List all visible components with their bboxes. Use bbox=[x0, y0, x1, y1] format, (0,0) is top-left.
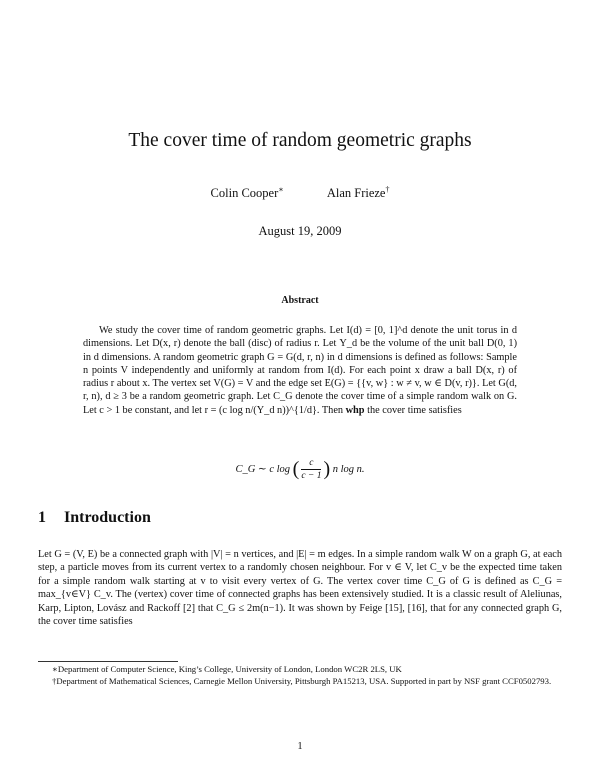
abstract-heading: Abstract bbox=[281, 295, 319, 306]
footnote-rule bbox=[38, 661, 178, 662]
footnote: ∗Department of Computer Science, King’s College, University of London, London WC2R 2LS, UK bbox=[52, 664, 402, 674]
abstract-body bbox=[83, 324, 517, 417]
paper-date: August 19, 2009 bbox=[258, 224, 342, 238]
footnote: †Department of Mathematical Sciences, Carnegie Mellon University, Pittsburgh PA15213, USA. Supported in part by NSF grant CCF0502793. bbox=[52, 675, 552, 686]
equation-fraction: $\frac{c}{c - 1}$ bbox=[301, 458, 322, 481]
intro-paragraph: Let G = (V, E) be a connected graph with |V| = n vertices, and |E| = m edges. In a simple random walk W on a graph G, at each step, a particle moves from its current vertex to a randomly chosen neighbour. For v ∈ V, let C_v be the expected time taken for a simple random walk starting at v to visit every vertex of G. The vertex cover time C_G of G is defined as C_G = max_{v∈V} C_v. The (vertex) cover time of connected graphs has been extensively studied. It is a classic result of Aleliunas, Karp, Lipton, Lovász and Rackoff [2] that C_G ≤ 2m(n−1). It was shown by Feige [15], [16], that for any connected graph G, the cover time satisfies bbox=[38, 549, 562, 628]
author: Alan Frieze† bbox=[326, 185, 390, 201]
paper-title: The cover time of random geometric graphs bbox=[128, 130, 472, 151]
cover-time-equation: C_G ∼ c log ( $\frac{c}{c - 1}$ ) n log n. bbox=[235, 458, 365, 481]
section-heading: 1 Introduction bbox=[38, 509, 151, 526]
author-list bbox=[0, 185, 600, 201]
page-number: 1 bbox=[297, 741, 303, 752]
abstract-paragraph: We study the cover time of random geometric graphs. Let I(d) = [0, 1]^d denote the unit torus in d dimensions. Let D(x, r) denote the ball (disc) of radius r. Let Υ_d be the volume of the unit ball D(0, 1) in d dimensions. A random geometric graph G = G(d, r, n) in d dimensions is defined as follows: Sample n points V independently and uniformly at random from I(d). For each point x draw a ball D(x, r) of radius r about x. The vertex set V(G) = V and the edge set E(G) = {{v, w} : w ≠ v, w ∈ D(v, r)}. Let G(d, r, n), d ≥ 3 be a random geometric graph. Let C_G denote the cover time of a simple random walk on G. Let c > 1 be constant, and let r = (c log n/(Υ_d n))^{1/d}. Then whp the cover time satisfies bbox=[83, 325, 517, 416]
footnotes bbox=[38, 664, 562, 687]
author: Colin Cooper∗ bbox=[210, 185, 284, 201]
